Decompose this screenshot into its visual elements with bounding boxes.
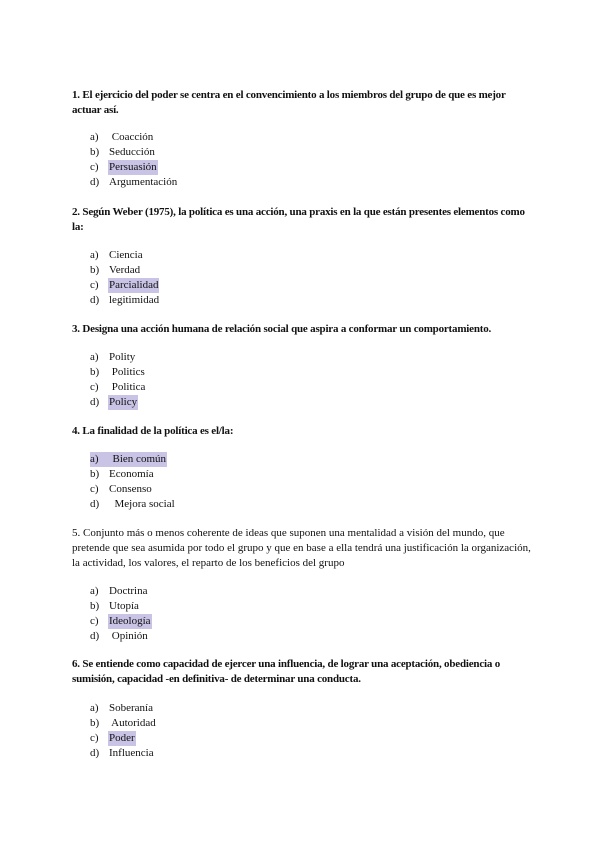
question-4-text: 4. La finalidad de la política es el/la: (72, 425, 234, 437)
option-letter: d) (90, 396, 100, 408)
option (90, 746, 157, 761)
option-text: Utopía (109, 600, 139, 612)
option-letter: c) (90, 279, 99, 291)
option-text: Politics (109, 366, 145, 378)
option-text: Opinión (109, 630, 148, 642)
question-2-text: 2. Según Weber (1975), la política es una acción, una praxis en la que están presentes elementos como la: (72, 206, 525, 233)
option-text: Bien común (107, 453, 166, 465)
option-letter: a) (90, 351, 99, 363)
option-text: Coacción (109, 131, 154, 143)
option-text: Verdad (109, 264, 141, 276)
option-text: Ciencia (109, 249, 143, 261)
option-text-highlighted: Poder (109, 732, 135, 744)
question-1-options (90, 130, 178, 190)
option-letter: c) (90, 732, 99, 744)
option-letter: c) (90, 615, 99, 627)
option-letter: c) (90, 161, 99, 173)
option (90, 482, 176, 497)
option-text-highlighted: Ideología (109, 615, 151, 627)
option (90, 629, 152, 644)
option-letter: a) (90, 585, 99, 597)
option (90, 263, 160, 278)
option-text: Mejora social (109, 498, 175, 510)
option-highlighted-row (90, 452, 167, 467)
option (90, 278, 160, 293)
option-letter: c) (90, 381, 99, 393)
option-text-highlighted: Parcialidad (109, 279, 159, 291)
option-letter: b) (90, 264, 100, 276)
option-letter: a) (90, 249, 99, 261)
option-letter: b) (90, 468, 100, 480)
option (90, 731, 157, 746)
question-2-options (90, 248, 160, 308)
option (90, 160, 178, 175)
option-text-highlighted: Persuasión (109, 161, 157, 173)
option-text: Politica (109, 381, 146, 393)
option-letter: d) (90, 176, 100, 188)
option (90, 497, 176, 512)
option (90, 380, 146, 395)
question-6-text: 6. Se entiende como capacidad de ejercer una influencia, de lograr una aceptación, obediencia o sumisión, capacidad -en definitiva- de determinar una conducta. (72, 658, 501, 685)
option (90, 395, 146, 410)
option-letter: a) (90, 702, 99, 714)
option-letter: b) (90, 146, 100, 158)
option-letter: a) (90, 453, 99, 465)
option-text: legitimidad (109, 294, 160, 306)
option-text: Consenso (109, 483, 152, 495)
option (90, 130, 178, 145)
option (90, 365, 146, 380)
question-3-text: 3. Designa una acción humana de relación social que aspira a conformar un comportamiento. (72, 323, 492, 335)
option-text: Influencia (109, 747, 154, 759)
option-text: Soberanía (109, 702, 153, 714)
option-letter: b) (90, 366, 100, 378)
option (90, 584, 152, 599)
option-text: Argumentación (109, 176, 178, 188)
question-5-options (90, 584, 152, 644)
option-letter: b) (90, 717, 100, 729)
option (90, 350, 146, 365)
question-4-options (90, 452, 176, 512)
question-6-options (90, 701, 157, 761)
option (90, 701, 157, 716)
option-text: Doctrina (109, 585, 148, 597)
option-letter: d) (90, 294, 100, 306)
option-letter: b) (90, 600, 100, 612)
option-text: Autoridad (109, 717, 156, 729)
option (90, 248, 160, 263)
option-text-highlighted: Policy (109, 396, 138, 408)
option-letter: d) (90, 498, 100, 510)
option (90, 614, 152, 629)
option-letter: d) (90, 630, 100, 642)
option-text: Polity (109, 351, 136, 363)
option-letter: a) (90, 131, 99, 143)
option-text: Economía (109, 468, 154, 480)
option (90, 145, 178, 160)
option (90, 467, 176, 482)
option (90, 175, 178, 190)
question-5-text: 5. Conjunto más o menos coherente de ideas que suponen una mentalidad a visión del mundo, que pretende que sea asumida por todo el grupo y que en base a ella tendrá una justificación la organización, la actividad, los valores, el reparto de los beneficios del grupo (72, 527, 531, 569)
option-letter: d) (90, 747, 100, 759)
option (90, 599, 152, 614)
option (90, 716, 157, 731)
option-letter: c) (90, 483, 99, 495)
question-1-text: 1. El ejercicio del poder se centra en el convencimiento a los miembros del grupo de que es mejor actuar así. (72, 89, 506, 116)
option (90, 293, 160, 308)
option-text: Seducción (109, 146, 155, 158)
question-3-options (90, 350, 146, 410)
